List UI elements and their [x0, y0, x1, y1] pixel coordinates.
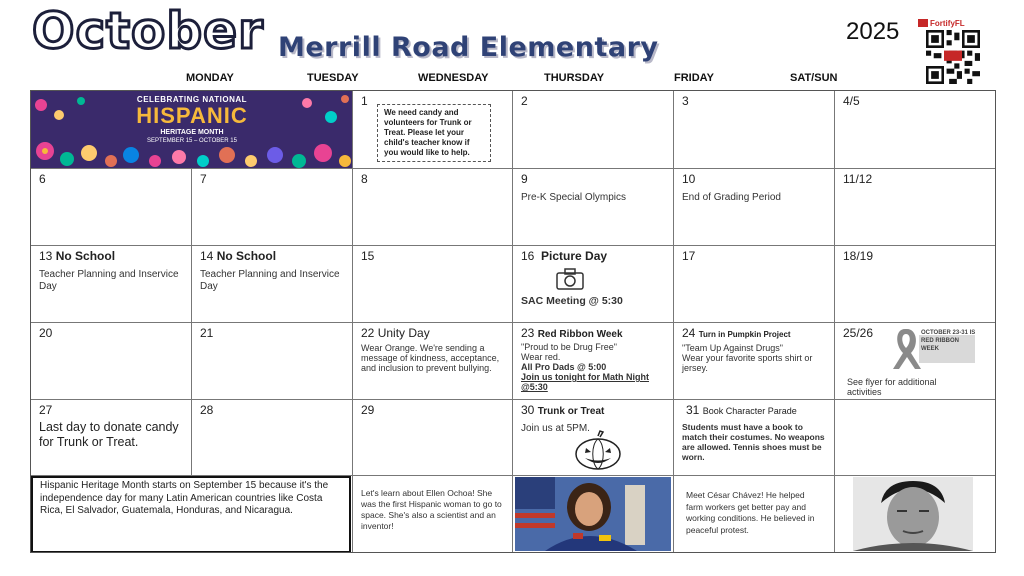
- day-cell-1: [353, 91, 513, 169]
- cesar-chavez-photo: [853, 477, 973, 551]
- ochoa-text-cell: [353, 476, 513, 552]
- day-number: 14: [200, 249, 214, 263]
- day-number: 1: [361, 94, 368, 108]
- day-number: 18/19: [843, 249, 874, 263]
- chavez-text-cell: [674, 476, 835, 552]
- fortify-icon: [918, 19, 928, 27]
- banner-line3: HERITAGE MONTH: [160, 129, 224, 136]
- day-number: 22: [361, 326, 375, 340]
- day-header-monday: MONDAY: [186, 72, 234, 84]
- day-cell-8: [353, 169, 513, 246]
- day-cell-17: [674, 246, 835, 323]
- day-number: 24: [682, 326, 696, 340]
- day-number: 29: [361, 403, 375, 417]
- day-cell-13: [31, 246, 192, 323]
- day-number: 13: [39, 249, 53, 263]
- event-text: Join us at 5PM.: [521, 423, 590, 434]
- day-cell-7: [192, 169, 353, 246]
- event-title: Unity Day: [377, 326, 430, 340]
- day-number: 20: [39, 326, 53, 340]
- day-header-friday: FRIDAY: [674, 72, 714, 84]
- trunk-or-treat-note: We need candy and volunteers for Trunk or Treat. Please let your child's teacher know if you would like to help.: [377, 104, 491, 162]
- event-line3: All Pro Dads @ 5:00: [521, 362, 607, 372]
- banner-line4: SEPTEMBER 15 – OCTOBER 15: [147, 138, 237, 144]
- day-cell-23: [513, 323, 674, 400]
- day-number: 15: [361, 249, 375, 263]
- day-cell-10: [674, 169, 835, 246]
- day-cell-11-12: [835, 169, 995, 246]
- day-number: 6: [39, 172, 46, 186]
- day-number: 23: [521, 326, 535, 340]
- ochoa-photo-cell: [513, 476, 674, 552]
- year-label: 2025: [846, 18, 900, 45]
- day-cell-3: [674, 91, 835, 169]
- day-number: 25/26: [843, 326, 874, 340]
- day-number: 2: [521, 94, 528, 108]
- event-title: Red Ribbon Week: [537, 329, 623, 340]
- day-cell-21: [192, 323, 353, 400]
- month-title: October: [32, 2, 264, 60]
- heritage-info-cell: [31, 476, 353, 552]
- banner-line1: CELEBRATING NATIONAL: [136, 95, 248, 104]
- day-cell-18-19: [835, 246, 995, 323]
- event-text: Last day to donate candy for Trunk or Treat.: [39, 420, 179, 449]
- hispanic-heritage-banner: [31, 91, 353, 169]
- event-text: Teacher Planning and Inservice Day: [39, 269, 179, 292]
- day-number: 31: [686, 403, 700, 417]
- day-cell-25-26: [835, 323, 995, 400]
- day-number: 17: [682, 249, 696, 263]
- banner-line2: HISPANIC: [136, 103, 248, 128]
- camera-icon: [555, 267, 585, 291]
- day-number: 7: [200, 172, 207, 186]
- day-number: 11/12: [843, 172, 873, 186]
- day-cell-14: [192, 246, 353, 323]
- day-cell-30: [513, 400, 674, 476]
- day-cell-28: [192, 400, 353, 476]
- pumpkin-icon: [573, 430, 623, 472]
- calendar-grid: [30, 90, 996, 553]
- event-title: Trunk or Treat: [537, 406, 605, 417]
- day-header-thursday: THURSDAY: [544, 72, 605, 84]
- chavez-photo-cell: [835, 476, 995, 552]
- day-cell-6: [31, 169, 192, 246]
- event-title: No School: [216, 249, 277, 263]
- day-number: 27: [39, 403, 53, 417]
- fortify-label: FortifyFL: [930, 18, 965, 28]
- event-text: SAC Meeting @ 5:30: [521, 295, 623, 307]
- day-header-wednesday: WEDNESDAY: [418, 72, 489, 84]
- day-cell-2: [513, 91, 674, 169]
- day-number: 28: [200, 403, 214, 417]
- ellen-ochoa-photo: [515, 477, 671, 551]
- event-title: Book Character Parade: [702, 406, 797, 416]
- event-text: Students must have a book to match their costumes. No weapons are allowed. Tennis shoes must be worn.: [682, 422, 825, 462]
- day-cell-16: [513, 246, 674, 323]
- ochoa-text: Let's learn about Ellen Ochoa! She was the first Hispanic woman to go to space. She's also a scientist and an inventor!: [361, 488, 502, 531]
- event-line1: "Team Up Against Drugs": [682, 343, 783, 353]
- event-title: Turn in Pumpkin Project: [698, 330, 791, 339]
- qr-block[interactable]: [918, 18, 994, 84]
- day-header-weekend: SAT/SUN: [790, 72, 838, 84]
- event-line2: Wear your favorite sports shirt or jersey.: [682, 353, 813, 373]
- day-cell-9: [513, 169, 674, 246]
- day-number: 16: [521, 249, 535, 263]
- day-cell-15: [353, 246, 513, 323]
- day-cell-22: [353, 323, 513, 400]
- event-text: See flyer for additional activities: [847, 377, 937, 397]
- event-title: No School: [55, 249, 116, 263]
- event-text: Teacher Planning and Inservice Day: [200, 269, 340, 292]
- day-number: 10: [682, 172, 696, 186]
- event-text: End of Grading Period: [682, 192, 781, 203]
- day-number: 30: [521, 403, 535, 417]
- event-text: Pre-K Special Olympics: [521, 192, 627, 203]
- event-line4: Join us tonight for Math Night @5:30: [521, 372, 649, 392]
- day-cell-31: [674, 400, 835, 476]
- chavez-text: Meet César Chávez! He helped farm workers get better pay and working conditions. He believed in peaceful protest.: [686, 490, 815, 535]
- day-cell-29: [353, 400, 513, 476]
- ribbon-week-text: OCTOBER 23-31 IS RED RIBBON WEEK: [921, 330, 976, 352]
- event-title: Picture Day: [541, 249, 608, 263]
- day-cell-20: [31, 323, 192, 400]
- day-cell-24: [674, 323, 835, 400]
- day-number: 4/5: [843, 94, 860, 108]
- day-number: 21: [200, 326, 214, 340]
- heritage-info-box: Hispanic Heritage Month starts on September 15 because it's the independence day for many Latin American countries like Costa Rica, El Salvador, Guatemala, Honduras, and Nicaragua.: [31, 476, 351, 552]
- event-line1: "Proud to be Drug Free": [521, 342, 617, 352]
- fortify-logo: [918, 18, 994, 28]
- day-cell-27: [31, 400, 192, 476]
- qr-code-icon[interactable]: [918, 30, 988, 84]
- school-name: Merrill Road Elementary: [278, 32, 659, 63]
- day-number: 3: [682, 94, 689, 108]
- day-cell-4-5: [835, 91, 995, 169]
- day-number: 9: [521, 172, 528, 186]
- event-text: Wear Orange. We're sending a message of kindness, acceptance, and inclusion to prevent bullying.: [361, 343, 500, 373]
- day-header-tuesday: TUESDAY: [307, 72, 359, 84]
- event-line2: Wear red.: [521, 352, 561, 362]
- day-number: 8: [361, 172, 368, 186]
- day-cell-empty: [835, 400, 995, 476]
- heritage-banner-cell: [31, 91, 353, 169]
